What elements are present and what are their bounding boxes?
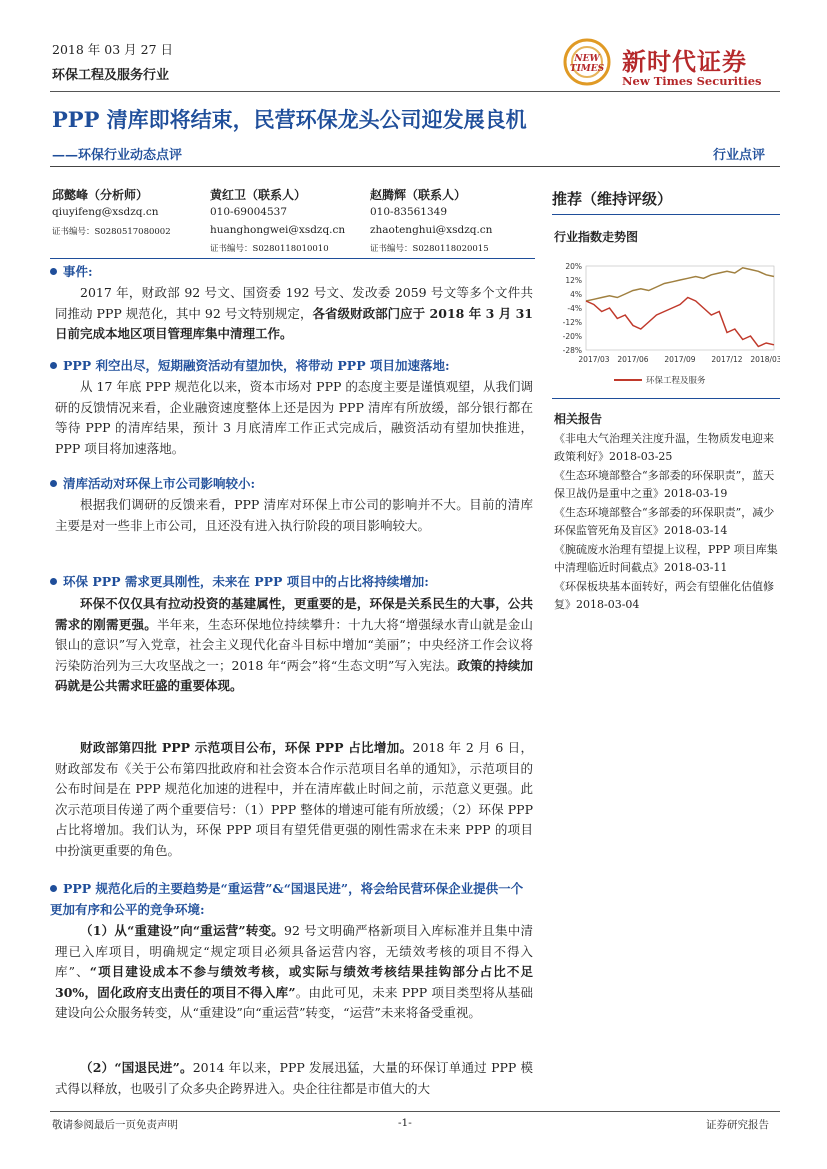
section-heading-ppp: PPP 利空出尽，短期融资活动有望加快，将带动 PPP 项目加速落地: — [50, 356, 450, 376]
analyst-name-3: 赵腾辉（联系人） — [370, 188, 467, 202]
x-tick-label: 2017/06 — [617, 355, 649, 364]
x-tick-label: 2017/12 — [711, 355, 743, 364]
rating: 推荐（维持评级） — [552, 190, 673, 208]
footer-rule — [50, 1111, 780, 1112]
bullet-icon — [50, 362, 57, 369]
section-heading-event: 事件: — [50, 262, 93, 282]
related-report-2[interactable]: 《生态环境部整合“多部委的环保职责”，蓝天保卫战仍是重中之重》2018-03-19 — [554, 469, 775, 500]
x-tick-label: 2018/03 — [750, 355, 780, 364]
related-report-3[interactable]: 《生态环境部整合“多部委的环保职责”，减少环保监管死角及盲区》2018-03-14 — [554, 506, 775, 537]
chart-title: 行业指数走势图 — [554, 230, 639, 244]
impact-paragraph: 根据我们调研的反馈来看，PPP 清库对环保上市公司的影响并不大。目前的清库主要是对一些非上市公司，且还没有进入执行阶段的项目影响较大。 — [55, 497, 533, 533]
report-date: 2018 年 03 月 27 日 — [52, 42, 173, 57]
report-type: 行业点评 — [713, 148, 766, 163]
analyst-cert-2: 证书编号：S0280118010010 — [210, 244, 329, 254]
y-tick-label: -28% — [562, 346, 582, 355]
bullet-icon — [50, 578, 57, 585]
trend-paragraph-2: （2）“国退民进”。2014 年以来，PPP 发展迅猛，大量的环保订单通过 PPP 模式得以释放，也吸引了众多央企跨界进入。央企往往都是市值大的大 — [55, 1060, 533, 1096]
analyst-cert-3: 证书编号：S0280118020015 — [370, 244, 489, 254]
industry-label: 环保工程及服务行业 — [52, 68, 170, 83]
svg-text:NEW: NEW — [574, 54, 600, 64]
header-rule — [50, 91, 780, 92]
analyst-email-3[interactable]: zhaotenghui@xsdzq.cn — [370, 224, 493, 236]
brand-name: 新时代证券 — [622, 47, 747, 76]
y-tick-label: 20% — [565, 262, 582, 271]
demand-paragraph-2: 财政部第四批 PPP 示范项目公布，环保 PPP 占比增加。2018 年 2 月 6 日，财政部发布《关于公布第四批政府和社会资本合作示范项目名单的通知》，示范项目的公布时间是在 PPP 规范化加速的进程中，并在清库截止时间之前，示范意义更强。此次示范项目传递了两个重要信号：（1）PPP 整体的增速可能有所放缓；（2）环保 PPP 占比将增加。我们认为，环保 PPP 项目有望凭借更强的刚性需求在未来 PPP 的项目中扮演更重要的角色。 — [55, 740, 533, 858]
y-tick-label: 4% — [570, 290, 582, 299]
related-report-4[interactable]: 《腕硫废水治理有望提上议程，PPP 项目库集中清理临近时间截点》2018-03-11 — [554, 543, 778, 574]
analyst-rule — [50, 258, 535, 259]
analyst-cert-1: 证书编号：S0280517080002 — [52, 227, 171, 237]
bullet-icon — [50, 885, 57, 892]
svg-text:TIMES: TIMES — [569, 64, 605, 74]
y-tick-label: -12% — [562, 318, 582, 327]
y-tick-label: -4% — [567, 304, 582, 313]
page-subtitle: ——环保行业动态点评 — [52, 148, 183, 163]
index-chart — [552, 258, 780, 388]
demand-paragraph-1: 环保不仅仅具有拉动投资的基建属性，更重要的是，环保是关系民生的大事，公共需求的刚需更强。半年来，生态环保地位持续攀升：十九大将“增强绿水青山就是金山银山的意识”写入党章，社会主义现代化奋斗目标中增加“美丽”；中央经济工作会议将污染防治列为三大攻坚战之一；2018 年“两会”将“生态文明”写入宪法。政策的持续加码就是公共需求旺盛的重要体现。 — [55, 596, 533, 693]
market-line — [586, 268, 774, 301]
title-rule — [50, 166, 780, 167]
related-report-5[interactable]: 《环保板块基本面转好，两会有望催化估值修复》2018-03-04 — [554, 580, 774, 611]
section-heading-demand: 环保 PPP 需求更具刚性，未来在 PPP 项目中的占比将持续增加: — [50, 572, 429, 592]
section-heading-trend: PPP 规范化后的主要趋势是“重运营”&“国退民进”，将会给民营环保企业提供一个更加有序和公平的竞争环境: — [50, 881, 524, 917]
analyst-email-2[interactable]: huanghongwei@xsdzq.cn — [210, 224, 346, 236]
chart-rule — [552, 398, 780, 399]
page-title: PPP 清库即将结束，民营环保龙头公司迎发展良机 — [52, 107, 527, 132]
trend-paragraph-1: （1）从“重建设”向“重运营”转变。92 号文明确严格新项目入库标准并且集中清理已入库项目，明确规定“规定项目必须具备运营内容，无绩效考核的项目不得入库”、“项目建设成本不参与绩效考核，或实际与绩效考核结果挂钩部分占比不足 30%，固化政府支出责任的项目不得入库”。由此可见，未来 PPP 项目类型将从基础建设向公众服务转变，从“重建设”向“重运营”转变，“运营”未来将备受重视。 — [55, 923, 534, 1020]
logo-badge-icon — [557, 38, 617, 86]
index-chart-svg — [552, 258, 780, 388]
ppp-paragraph: 从 17 年底 PPP 规范化以来，资本市场对 PPP 的态度主要是谨慎观望，从我们调研的反馈情况来看，企业融资速度整体上还是因为 PPP 清库有所放缓，部分银行都在等待 PPP 的清库结果，预计 3 月底清库工作正式完成后，融资活动有望加快推进，PPP 项目将加速落地。 — [55, 379, 533, 456]
analyst-phone-2: 010-69004537 — [210, 206, 288, 218]
event-paragraph: 2017 年，财政部 92 号文、国资委 192 号文、发改委 2059 号文等多个文件共同推动 PPP 规范化，其中 92 号文特别规定，各省级财政部门应于 2018 年 3 月 31 日前完成本地区项目管理库集中清理工作。 — [55, 285, 533, 341]
related-report-1[interactable]: 《非电大气治理关注度升温，生物质发电迎来政策利好》2018-03-25 — [554, 432, 774, 463]
analyst-name-2: 黄红卫（联系人） — [210, 188, 307, 202]
x-tick-label: 2017/03 — [578, 355, 610, 364]
related-title: 相关报告 — [554, 412, 603, 426]
footer-report-type: 证券研究报告 — [706, 1119, 769, 1131]
page-number: -1- — [398, 1117, 412, 1129]
bullet-icon — [50, 480, 57, 487]
bullet-icon — [50, 268, 57, 275]
y-tick-label: 12% — [565, 276, 582, 285]
y-tick-label: -20% — [562, 332, 582, 341]
legend-label: 环保工程及服务 — [646, 376, 706, 386]
rating-rule — [552, 214, 780, 215]
x-tick-label: 2017/09 — [664, 355, 696, 364]
analyst-email-1[interactable]: qiuyifeng@xsdzq.cn — [52, 206, 159, 218]
footer-disclaimer[interactable]: 敬请参阅最后一页免责声明 — [52, 1119, 178, 1131]
section-heading-impact: 清库活动对环保上市公司影响较小: — [50, 474, 255, 494]
industry-line — [586, 298, 774, 347]
analyst-phone-3: 010-83561349 — [370, 206, 448, 218]
analyst-name-1: 邱懿峰（分析师） — [52, 188, 149, 202]
company-logo — [557, 38, 617, 86]
brand-name-en: New Times Securities — [622, 74, 762, 88]
